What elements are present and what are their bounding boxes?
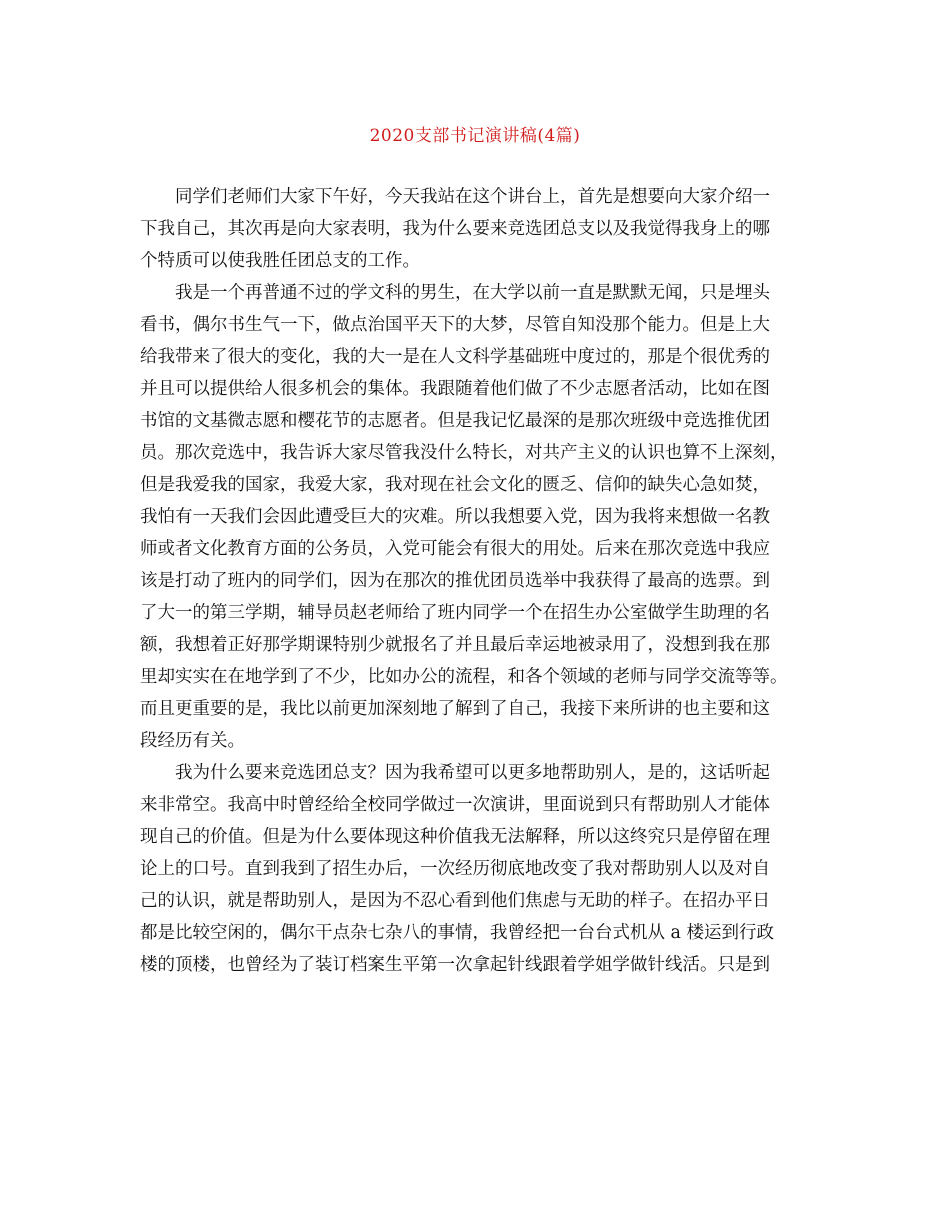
paragraph-1-line: 同学们老师们大家下午好，今天我站在这个讲台上，首先是想要向大家介绍一 (175, 187, 770, 207)
paragraph-2-line: 我是一个再普通不过的学文科的男生，在大学以前一直是默默无闻，只是埋头 (175, 283, 770, 303)
paragraph-3-line: 都是比较空闲的，偶尔干点杂七杂八的事情，我曾经把一台台式机从 a 楼运到行政 (140, 923, 775, 943)
paragraph-2-line: 该是打动了班内的同学们，因为在那次的推优团员选举中我获得了最高的选票。到 (140, 571, 770, 591)
paragraph-3-line: 论上的口号。直到我到了招生办后，一次经历彻底地改变了我对帮助别人以及对自 (140, 859, 770, 879)
paragraph-2-line: 但是我爱我的国家，我爱大家，我对现在社会文化的匮乏、信仰的缺失心急如焚， (140, 475, 770, 495)
paragraph-1-line: 个特质可以使我胜任团总支的工作。 (140, 251, 420, 271)
paragraph-1-line: 下我自己，其次再是向大家表明，我为什么要来竞选团总支以及我觉得我身上的哪 (140, 219, 770, 239)
paragraph-2-line: 段经历有关。 (140, 731, 245, 751)
paragraph-2-line: 我怕有一天我们会因此遭受巨大的灾难。所以我想要入党，因为我将来想做一名教 (140, 507, 770, 527)
paragraph-2-line: 额，我想着正好那学期课特别少就报名了并且最后幸运地被录用了，没想到我在那 (140, 635, 770, 655)
paragraph-3-line: 楼的顶楼，也曾经为了装订档案生平第一次拿起针线跟着学姐学做针线活。只是到 (140, 955, 770, 975)
paragraph-3-line: 来非常空。我高中时曾经给全校同学做过一次演讲，里面说到只有帮助别人才能体 (140, 795, 770, 815)
paragraph-2-line: 给我带来了很大的变化，我的大一是在人文科学基础班中度过的，那是个很优秀的 (140, 347, 770, 367)
paragraph-2-line: 了大一的第三学期，辅导员赵老师给了班内同学一个在招生办公室做学生助理的名 (140, 603, 770, 623)
paragraph-2-line: 员。那次竞选中，我告诉大家尽管我没什么特长，对共产主义的认识也算不上深刻， (140, 443, 788, 463)
paragraph-2-line: 里却实实在在地学到了不少，比如办公的流程，和各个领域的老师与同学交流等等。 (140, 667, 788, 687)
paragraph-2-line: 并且可以提供给人很多机会的集体。我跟随着他们做了不少志愿者活动，比如在图 (140, 379, 770, 399)
paragraph-3-line: 己的认识，就是帮助别人，是因为不忍心看到他们焦虑与无助的样子。在招办平日 (140, 891, 770, 911)
paragraph-3-line: 我为什么要来竞选团总支？因为我希望可以更多地帮助别人，是的，这话听起 (175, 763, 770, 783)
paragraph-2-line: 看书，偶尔书生气一下，做点治国平天下的大梦，尽管自知没那个能力。但是上大 (140, 315, 770, 335)
paragraph-2-line: 而且更重要的是，我比以前更加深刻地了解到了自己，我接下来所讲的也主要和这 (140, 699, 770, 719)
paragraph-3-line: 现自己的价值。但是为什么要体现这种价值我无法解释，所以这终究只是停留在理 (140, 827, 770, 847)
document-title: 2020支部书记演讲稿(4篇) (369, 126, 581, 146)
document-body (140, 181, 815, 981)
paragraph-2-line: 书馆的文基微志愿和樱花节的志愿者。但是我记忆最深的是那次班级中竞选推优团 (140, 411, 770, 431)
paragraph-2-line: 师或者文化教育方面的公务员，入党可能会有很大的用处。后来在那次竞选中我应 (140, 539, 770, 559)
